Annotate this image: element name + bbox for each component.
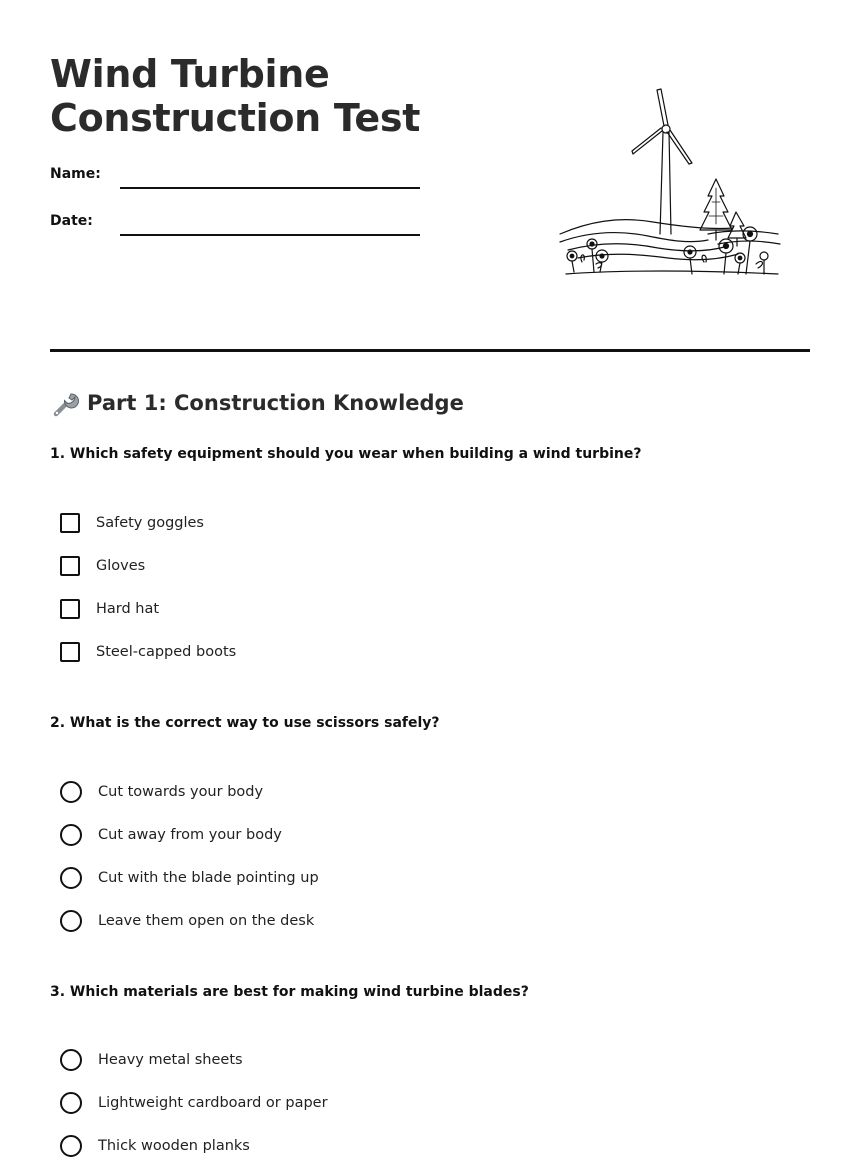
option-lightweight-cardboard[interactable] (60, 1091, 328, 1115)
option-thick-wooden-planks[interactable] (60, 1134, 250, 1158)
checkbox[interactable] (60, 642, 80, 662)
date-label: Date: (50, 213, 93, 229)
radio-button[interactable] (60, 867, 82, 889)
checkbox[interactable] (60, 513, 80, 533)
name-field[interactable] (120, 187, 420, 189)
radio-button[interactable] (60, 824, 82, 846)
question-3: 3. Which materials are best for making wind turbine blades? (50, 984, 529, 1000)
option-blade-pointing-up[interactable] (60, 866, 319, 890)
option-gloves[interactable] (60, 554, 145, 578)
question-1: 1. Which safety equipment should you wear when building a wind turbine? (50, 446, 642, 462)
option-label: Lightweight cardboard or paper (98, 1095, 328, 1111)
title-line-1: Wind Turbine (50, 52, 330, 96)
radio-button[interactable] (60, 781, 82, 803)
option-label: Gloves (96, 558, 146, 574)
option-label: Cut towards your body (98, 784, 264, 800)
checkbox[interactable] (60, 599, 80, 619)
option-label: Leave them open on the desk (98, 913, 315, 929)
radio-button[interactable] (60, 1135, 82, 1157)
wrench-icon (50, 388, 80, 418)
checkbox[interactable] (60, 556, 80, 576)
title-line-2: Construction Test (50, 96, 421, 140)
option-heavy-metal-sheets[interactable] (60, 1048, 243, 1072)
option-label: Cut away from your body (98, 827, 282, 843)
option-label: Steel-capped boots (96, 644, 237, 660)
option-cut-away-from-body[interactable] (60, 823, 282, 847)
radio-button[interactable] (60, 1049, 82, 1071)
section-divider (50, 349, 810, 352)
radio-button[interactable] (60, 910, 82, 932)
option-hard-hat[interactable] (60, 597, 159, 621)
page-title (50, 52, 520, 140)
date-field[interactable] (120, 234, 420, 236)
option-label: Heavy metal sheets (98, 1052, 243, 1068)
option-steel-capped-boots[interactable] (60, 640, 236, 664)
option-cut-towards-body[interactable] (60, 780, 263, 804)
option-label: Safety goggles (96, 515, 204, 531)
option-label: Thick wooden planks (98, 1138, 250, 1154)
option-safety-goggles[interactable] (60, 511, 204, 535)
radio-button[interactable] (60, 1092, 82, 1114)
question-2: 2. What is the correct way to use scissors safely? (50, 715, 440, 731)
option-label: Hard hat (96, 601, 160, 617)
option-leave-open[interactable] (60, 909, 314, 933)
name-label: Name: (50, 166, 101, 182)
wind-turbine-landscape-illustration (558, 84, 790, 284)
worksheet-page (50, 0, 810, 1161)
section-heading-part-1 (50, 388, 464, 418)
section-heading-text: Part 1: Construction Knowledge (87, 391, 464, 415)
option-label: Cut with the blade pointing up (98, 870, 319, 886)
